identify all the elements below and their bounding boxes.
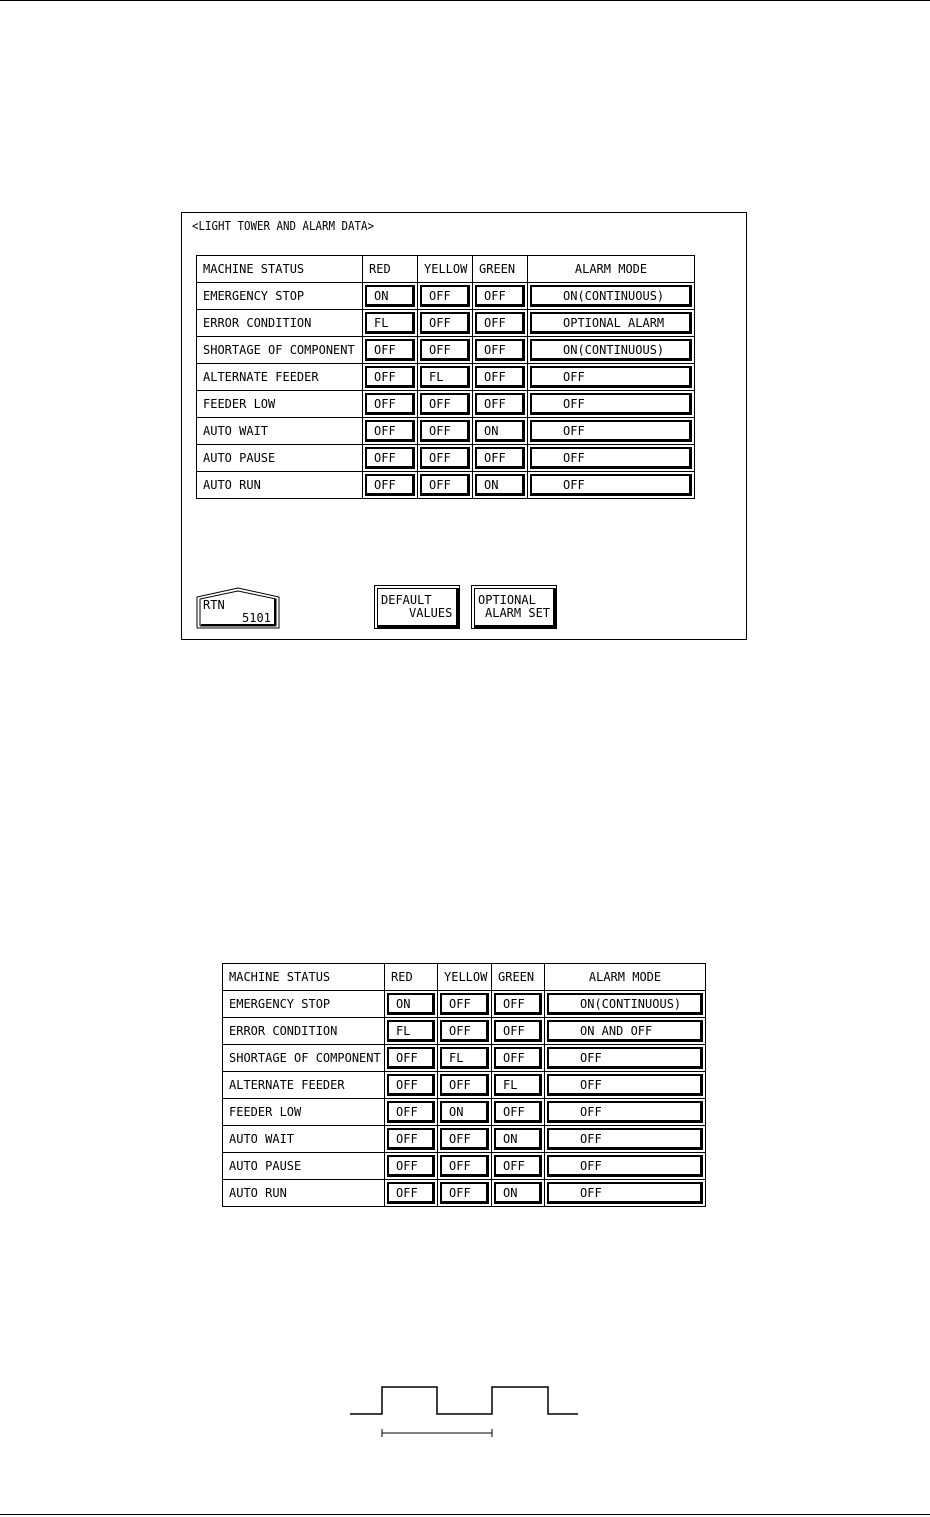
light-tower-table bbox=[196, 255, 695, 499]
green-cell bbox=[473, 364, 528, 391]
red-cell bbox=[385, 1180, 438, 1207]
optional-alarm-set-line1: OPTIONAL bbox=[478, 593, 536, 607]
alarm-mode-button[interactable]: OFF bbox=[530, 393, 692, 415]
alarm-mode-button[interactable]: OFF bbox=[547, 1128, 703, 1150]
alarm-mode-button[interactable]: OFF bbox=[547, 1155, 703, 1177]
yellow-cell bbox=[418, 310, 473, 337]
table-row bbox=[197, 283, 695, 310]
alarm-mode-button[interactable]: OFF bbox=[547, 1182, 703, 1204]
table-row bbox=[197, 472, 695, 499]
red-light-button[interactable]: FL bbox=[365, 312, 415, 334]
green-light-button[interactable]: OFF bbox=[475, 447, 525, 469]
green-light-button[interactable]: OFF bbox=[494, 993, 542, 1015]
alarm-cell bbox=[528, 472, 695, 499]
green-light-button[interactable]: FL bbox=[494, 1074, 542, 1096]
yellow-light-button[interactable]: OFF bbox=[420, 339, 470, 361]
alarm-mode-button[interactable]: OPTIONAL ALARM bbox=[530, 312, 692, 334]
alarm-mode-button[interactable]: OFF bbox=[547, 1074, 703, 1096]
yellow-light-button[interactable]: OFF bbox=[440, 1074, 489, 1096]
blink-timing-diagram bbox=[345, 1380, 585, 1440]
yellow-light-button[interactable]: OFF bbox=[420, 474, 470, 496]
optional-alarm-set-line2: ALARM SET bbox=[485, 606, 551, 620]
red-cell bbox=[363, 283, 418, 310]
col-header-yellow: YELLOW bbox=[438, 964, 492, 991]
screen-title: <LIGHT TOWER AND ALARM DATA> bbox=[192, 219, 375, 233]
col-header-red: RED bbox=[363, 256, 418, 283]
machine-status-label: ERROR CONDITION bbox=[197, 310, 363, 337]
machine-status-label: AUTO PAUSE bbox=[197, 445, 363, 472]
col-header-alarm: ALARM MODE bbox=[528, 256, 695, 283]
machine-status-label: AUTO RUN bbox=[223, 1180, 385, 1207]
table-header-row bbox=[197, 256, 695, 283]
red-cell bbox=[363, 337, 418, 364]
alarm-mode-button[interactable]: OFF bbox=[530, 474, 692, 496]
red-cell bbox=[385, 1099, 438, 1126]
green-light-button[interactable]: OFF bbox=[494, 1047, 542, 1069]
green-light-button[interactable]: ON bbox=[494, 1182, 542, 1204]
alarm-cell bbox=[545, 991, 706, 1018]
col-header-green: GREEN bbox=[473, 256, 528, 283]
yellow-light-button[interactable]: OFF bbox=[440, 993, 489, 1015]
green-cell bbox=[492, 1126, 545, 1153]
machine-status-label: SHORTAGE OF COMPONENT bbox=[197, 337, 363, 364]
alarm-cell bbox=[528, 364, 695, 391]
table-row bbox=[223, 991, 706, 1018]
red-cell bbox=[363, 310, 418, 337]
table-row bbox=[223, 1072, 706, 1099]
yellow-cell bbox=[438, 1153, 492, 1180]
red-cell bbox=[363, 364, 418, 391]
table-row bbox=[197, 418, 695, 445]
green-cell bbox=[492, 1180, 545, 1207]
green-light-button[interactable]: OFF bbox=[494, 1155, 542, 1177]
red-cell bbox=[385, 1018, 438, 1045]
yellow-cell bbox=[418, 472, 473, 499]
table-row bbox=[197, 337, 695, 364]
machine-status-label: AUTO WAIT bbox=[197, 418, 363, 445]
yellow-cell bbox=[438, 1126, 492, 1153]
alarm-mode-button[interactable]: ON(CONTINUOUS) bbox=[530, 339, 692, 361]
alarm-cell bbox=[528, 283, 695, 310]
table-row bbox=[197, 364, 695, 391]
red-cell bbox=[385, 1072, 438, 1099]
green-cell bbox=[492, 991, 545, 1018]
yellow-cell bbox=[418, 445, 473, 472]
green-cell bbox=[473, 418, 528, 445]
green-light-button[interactable]: OFF bbox=[475, 366, 525, 388]
alarm-mode-button[interactable]: OFF bbox=[547, 1047, 703, 1069]
red-light-button[interactable]: OFF bbox=[387, 1128, 435, 1150]
red-light-button[interactable]: OFF bbox=[365, 474, 415, 496]
top-rule bbox=[0, 0, 930, 1]
yellow-cell bbox=[418, 418, 473, 445]
alarm-cell bbox=[528, 391, 695, 418]
green-light-button[interactable]: OFF bbox=[475, 393, 525, 415]
table-row bbox=[223, 1045, 706, 1072]
alarm-cell bbox=[545, 1126, 706, 1153]
yellow-cell bbox=[438, 1072, 492, 1099]
table-row bbox=[223, 1018, 706, 1045]
green-cell bbox=[473, 445, 528, 472]
rtn-label: RTN bbox=[203, 598, 225, 612]
red-light-button[interactable]: OFF bbox=[365, 420, 415, 442]
green-light-button[interactable]: OFF bbox=[475, 339, 525, 361]
alarm-mode-button[interactable]: OFF bbox=[547, 1101, 703, 1123]
green-light-button[interactable]: OFF bbox=[494, 1101, 542, 1123]
table-header-row bbox=[223, 964, 706, 991]
alarm-cell bbox=[545, 1180, 706, 1207]
yellow-light-button[interactable]: OFF bbox=[440, 1020, 489, 1042]
green-light-button[interactable]: OFF bbox=[494, 1020, 542, 1042]
alarm-cell bbox=[528, 310, 695, 337]
default-values-line2: VALUES bbox=[409, 606, 453, 620]
alarm-mode-button[interactable]: ON AND OFF bbox=[547, 1020, 703, 1042]
rtn-code: 5101 bbox=[242, 611, 271, 625]
green-cell bbox=[473, 283, 528, 310]
green-cell bbox=[473, 337, 528, 364]
machine-status-label: EMERGENCY STOP bbox=[223, 991, 385, 1018]
red-light-button[interactable]: OFF bbox=[387, 1074, 435, 1096]
yellow-cell bbox=[418, 337, 473, 364]
alarm-cell bbox=[545, 1153, 706, 1180]
red-light-button[interactable]: OFF bbox=[365, 393, 415, 415]
green-light-button[interactable]: ON bbox=[494, 1128, 542, 1150]
yellow-light-button[interactable]: OFF bbox=[440, 1155, 489, 1177]
green-cell bbox=[473, 391, 528, 418]
table-row bbox=[197, 445, 695, 472]
yellow-light-button[interactable]: OFF bbox=[420, 447, 470, 469]
red-light-button[interactable]: OFF bbox=[387, 1047, 435, 1069]
green-cell bbox=[492, 1045, 545, 1072]
alarm-cell bbox=[545, 1099, 706, 1126]
green-light-button[interactable]: OFF bbox=[475, 285, 525, 307]
red-light-button[interactable]: OFF bbox=[365, 447, 415, 469]
red-cell bbox=[363, 418, 418, 445]
red-light-button[interactable]: OFF bbox=[365, 366, 415, 388]
alarm-cell bbox=[545, 1018, 706, 1045]
yellow-light-button[interactable]: FL bbox=[440, 1047, 489, 1069]
col-header-yellow: YELLOW bbox=[418, 256, 473, 283]
yellow-cell bbox=[438, 1045, 492, 1072]
table-row bbox=[197, 391, 695, 418]
table-row bbox=[223, 1126, 706, 1153]
green-cell bbox=[473, 472, 528, 499]
red-light-button[interactable]: FL bbox=[387, 1020, 435, 1042]
machine-status-label: EMERGENCY STOP bbox=[197, 283, 363, 310]
yellow-light-button[interactable]: OFF bbox=[440, 1128, 489, 1150]
yellow-light-button[interactable]: OFF bbox=[420, 312, 470, 334]
machine-status-label: AUTO WAIT bbox=[223, 1126, 385, 1153]
green-cell bbox=[492, 1018, 545, 1045]
yellow-light-button[interactable]: OFF bbox=[440, 1182, 489, 1204]
alarm-cell bbox=[528, 418, 695, 445]
yellow-light-button[interactable]: OFF bbox=[420, 285, 470, 307]
red-cell bbox=[363, 472, 418, 499]
yellow-cell bbox=[438, 1018, 492, 1045]
bottom-rule bbox=[0, 1514, 930, 1515]
green-cell bbox=[492, 1072, 545, 1099]
green-light-button[interactable]: ON bbox=[475, 474, 525, 496]
alarm-cell bbox=[528, 337, 695, 364]
machine-status-label: AUTO RUN bbox=[197, 472, 363, 499]
yellow-cell bbox=[418, 391, 473, 418]
alarm-mode-button[interactable]: ON(CONTINUOUS) bbox=[547, 993, 703, 1015]
red-cell bbox=[363, 445, 418, 472]
machine-status-label: ALTERNATE FEEDER bbox=[223, 1072, 385, 1099]
red-light-button[interactable]: OFF bbox=[387, 1155, 435, 1177]
yellow-cell bbox=[438, 991, 492, 1018]
yellow-cell bbox=[438, 1180, 492, 1207]
machine-status-label: FEEDER LOW bbox=[197, 391, 363, 418]
optional-alarm-set-button[interactable] bbox=[471, 585, 557, 629]
red-light-button[interactable]: ON bbox=[387, 993, 435, 1015]
red-cell bbox=[385, 1153, 438, 1180]
col-header-alarm: ALARM MODE bbox=[545, 964, 706, 991]
machine-status-label: SHORTAGE OF COMPONENT bbox=[223, 1045, 385, 1072]
yellow-light-button[interactable]: OFF bbox=[420, 420, 470, 442]
green-light-button[interactable]: ON bbox=[475, 420, 525, 442]
alarm-mode-button[interactable]: OFF bbox=[530, 420, 692, 442]
red-light-button[interactable]: OFF bbox=[387, 1182, 435, 1204]
alarm-mode-button[interactable]: OFF bbox=[530, 447, 692, 469]
machine-status-label: ALTERNATE FEEDER bbox=[197, 364, 363, 391]
machine-status-label: AUTO PAUSE bbox=[223, 1153, 385, 1180]
light-tower-table-2 bbox=[222, 963, 706, 1207]
table-row bbox=[223, 1153, 706, 1180]
green-light-button[interactable]: OFF bbox=[475, 312, 525, 334]
alarm-mode-button[interactable]: OFF bbox=[530, 366, 692, 388]
yellow-cell bbox=[418, 283, 473, 310]
red-cell bbox=[363, 391, 418, 418]
yellow-cell bbox=[418, 364, 473, 391]
alarm-cell bbox=[528, 445, 695, 472]
green-cell bbox=[473, 310, 528, 337]
machine-status-label: ERROR CONDITION bbox=[223, 1018, 385, 1045]
red-cell bbox=[385, 1126, 438, 1153]
yellow-cell bbox=[438, 1099, 492, 1126]
alarm-mode-button[interactable]: ON(CONTINUOUS) bbox=[530, 285, 692, 307]
yellow-light-button[interactable]: ON bbox=[440, 1101, 489, 1123]
col-header-red: RED bbox=[385, 964, 438, 991]
default-values-line1: DEFAULT bbox=[381, 593, 432, 607]
green-cell bbox=[492, 1153, 545, 1180]
yellow-light-button[interactable]: FL bbox=[420, 366, 470, 388]
red-cell bbox=[385, 991, 438, 1018]
red-cell bbox=[385, 1045, 438, 1072]
col-header-status: MACHINE STATUS bbox=[197, 256, 363, 283]
light-tower-screen bbox=[181, 212, 747, 640]
table-row bbox=[197, 310, 695, 337]
table-row bbox=[223, 1180, 706, 1207]
red-light-button[interactable]: OFF bbox=[365, 339, 415, 361]
green-cell bbox=[492, 1099, 545, 1126]
rtn-button[interactable] bbox=[196, 587, 280, 629]
red-light-button[interactable]: OFF bbox=[387, 1101, 435, 1123]
col-header-green: GREEN bbox=[492, 964, 545, 991]
default-values-button[interactable] bbox=[374, 585, 460, 629]
alarm-cell bbox=[545, 1072, 706, 1099]
machine-status-label: FEEDER LOW bbox=[223, 1099, 385, 1126]
col-header-status: MACHINE STATUS bbox=[223, 964, 385, 991]
yellow-light-button[interactable]: OFF bbox=[420, 393, 470, 415]
table-row bbox=[223, 1099, 706, 1126]
red-light-button[interactable]: ON bbox=[365, 285, 415, 307]
alarm-cell bbox=[545, 1045, 706, 1072]
